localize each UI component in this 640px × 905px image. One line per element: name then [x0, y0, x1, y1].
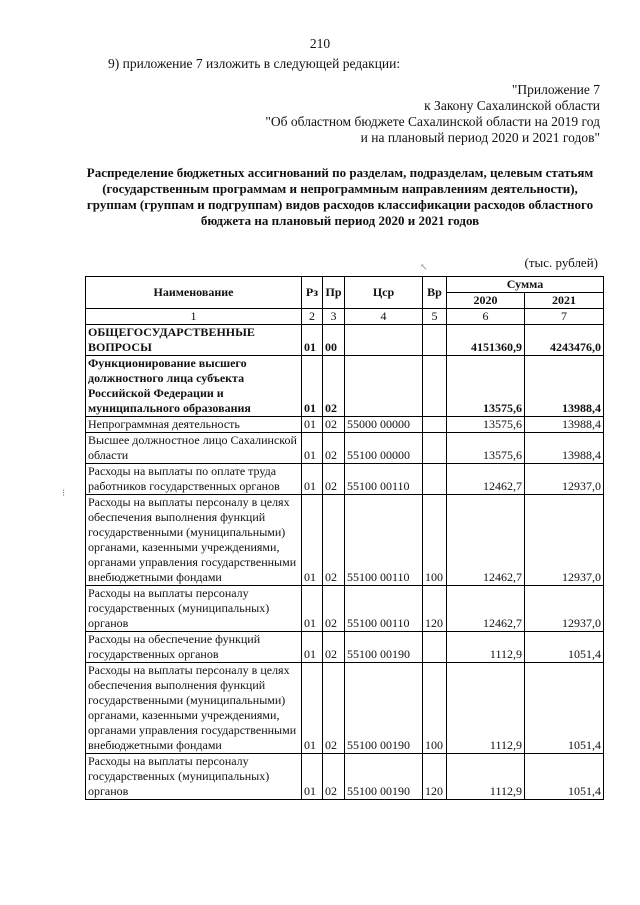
cell-csr: 55100 00190 [345, 754, 423, 800]
scan-mark-icon: ↖ [420, 262, 428, 272]
cell-rz: 01 [302, 663, 323, 754]
cell-csr: 55100 00110 [345, 464, 423, 495]
cell-csr: 55000 00000 [345, 417, 423, 433]
cell-pr: 02 [323, 754, 345, 800]
cell-rz: 01 [302, 433, 323, 464]
cell-2020: 12462,7 [447, 495, 525, 586]
cell-name: Расходы на выплаты персоналу государственных (муниципальных) органов [86, 586, 302, 632]
cell-name: Расходы на выплаты персоналу в целях обеспечения выполнения функций государственными (муниципальными) органами, казенными учреждениями, органами управления государственными внебюджетными фондами [86, 663, 302, 754]
cell-2021: 13988,4 [525, 417, 604, 433]
table-row [86, 433, 604, 464]
cell-2021: 13988,4 [525, 433, 604, 464]
budget-table [85, 276, 604, 800]
cell-2020: 12462,7 [447, 464, 525, 495]
cell-vr: 100 [423, 495, 447, 586]
header-name: Наименование [86, 277, 302, 309]
header-vr: Вр [423, 277, 447, 309]
cell-csr: 55100 00190 [345, 663, 423, 754]
cell-pr: 02 [323, 586, 345, 632]
cell-2020: 4151360,9 [447, 325, 525, 356]
cell-2020: 13575,6 [447, 417, 525, 433]
cell-vr: 100 [423, 663, 447, 754]
cell-pr: 02 [323, 632, 345, 663]
appendix-heading [265, 82, 600, 146]
cell-rz: 01 [302, 417, 323, 433]
table-row [86, 586, 604, 632]
cell-2020: 1112,9 [447, 754, 525, 800]
cell-vr [423, 325, 447, 356]
cell-name: Расходы на выплаты по оплате труда работников государственных органов [86, 464, 302, 495]
table-row [86, 663, 604, 754]
column-number: 1 [86, 309, 302, 325]
document-title [60, 165, 620, 229]
column-number: 4 [345, 309, 423, 325]
header-pr: Пр [323, 277, 345, 309]
cell-name: Расходы на обеспечение функций государственных органов [86, 632, 302, 663]
cell-2021: 12937,0 [525, 586, 604, 632]
cell-pr: 02 [323, 417, 345, 433]
cell-rz: 01 [302, 586, 323, 632]
cell-rz: 01 [302, 325, 323, 356]
cell-pr: 02 [323, 464, 345, 495]
cell-2021: 13988,4 [525, 356, 604, 417]
table-row [86, 495, 604, 586]
cell-2021: 1051,4 [525, 663, 604, 754]
appendix-line: "Приложение 7 [511, 82, 600, 97]
cell-pr: 02 [323, 495, 345, 586]
table-row [86, 754, 604, 800]
cell-rz: 01 [302, 464, 323, 495]
cell-vr [423, 632, 447, 663]
cell-csr [345, 325, 423, 356]
column-number: 6 [447, 309, 525, 325]
cell-pr: 02 [323, 663, 345, 754]
cell-rz: 01 [302, 356, 323, 417]
units-label: (тыс. рублей) [524, 255, 598, 270]
column-number: 2 [302, 309, 323, 325]
header-sum: Сумма [447, 277, 604, 293]
cell-2020: 1112,9 [447, 632, 525, 663]
table-row [86, 356, 604, 417]
cell-vr: 120 [423, 586, 447, 632]
title-line: бюджета на плановый период 2020 и 2021 годов [200, 213, 480, 228]
cell-rz: 01 [302, 754, 323, 800]
title-line: Распределение бюджетных ассигнований по разделам, подразделам, целевым статьям [86, 165, 594, 180]
cell-rz: 01 [302, 495, 323, 586]
appendix-line: к Закону Сахалинской области [424, 98, 600, 113]
title-line: группам (группам и подгруппам) видов расходов классификации расходов областного [86, 197, 594, 212]
cell-name: Функционирование высшего должностного лица субъекта Российской Федерации и муниципального образования [86, 356, 302, 417]
table-row [86, 417, 604, 433]
title-line: (государственным программам и непрограммным направлениям деятельности), [102, 181, 578, 196]
appendix-line: и на плановый период 2020 и 2021 годов" [360, 130, 600, 145]
cell-vr [423, 356, 447, 417]
table-row [86, 325, 604, 356]
cell-csr: 55100 00000 [345, 433, 423, 464]
cell-csr: 55100 00110 [345, 495, 423, 586]
cell-2021: 4243476,0 [525, 325, 604, 356]
page-number: 210 [309, 36, 331, 51]
cell-2021: 1051,4 [525, 632, 604, 663]
cell-2020: 1112,9 [447, 663, 525, 754]
cell-csr: 55100 00190 [345, 632, 423, 663]
header-year-2020: 2020 [447, 293, 525, 309]
appendix-line: "Об областном бюджете Сахалинской области на 2019 год [265, 114, 600, 129]
cell-2020: 13575,6 [447, 356, 525, 417]
column-number-row [86, 309, 604, 325]
cell-2020: 13575,6 [447, 433, 525, 464]
cell-rz: 01 [302, 632, 323, 663]
cell-pr: 00 [323, 325, 345, 356]
cell-2020: 12462,7 [447, 586, 525, 632]
column-number: 5 [423, 309, 447, 325]
cell-pr: 02 [323, 356, 345, 417]
cell-pr: 02 [323, 433, 345, 464]
cell-name: Расходы на выплаты персоналу в целях обеспечения выполнения функций государственными (муниципальными) органами, казенными учреждениями, органами управления государственными внебюджетными фондами [86, 495, 302, 586]
header-year-2021: 2021 [525, 293, 604, 309]
cell-vr [423, 417, 447, 433]
cell-2021: 12937,0 [525, 464, 604, 495]
cell-2021: 12937,0 [525, 495, 604, 586]
cell-csr: 55100 00110 [345, 586, 423, 632]
intro-text: 9) приложение 7 изложить в следующей редакции: [108, 56, 401, 71]
cell-vr [423, 464, 447, 495]
column-number: 3 [323, 309, 345, 325]
table-row [86, 464, 604, 495]
cell-vr: 120 [423, 754, 447, 800]
cell-vr [423, 433, 447, 464]
scan-mark-icon: ⁝ [62, 488, 66, 499]
header-rz: Рз [302, 277, 323, 309]
cell-name: ОБЩЕГОСУДАРСТВЕННЫЕ ВОПРОСЫ [86, 325, 302, 356]
cell-name: Непрограммная деятельность [86, 417, 302, 433]
cell-2021: 1051,4 [525, 754, 604, 800]
header-csr: Цср [345, 277, 423, 309]
cell-name: Высшее должностное лицо Сахалинской области [86, 433, 302, 464]
table-row [86, 632, 604, 663]
column-number: 7 [525, 309, 604, 325]
cell-csr [345, 356, 423, 417]
cell-name: Расходы на выплаты персоналу государственных (муниципальных) органов [86, 754, 302, 800]
